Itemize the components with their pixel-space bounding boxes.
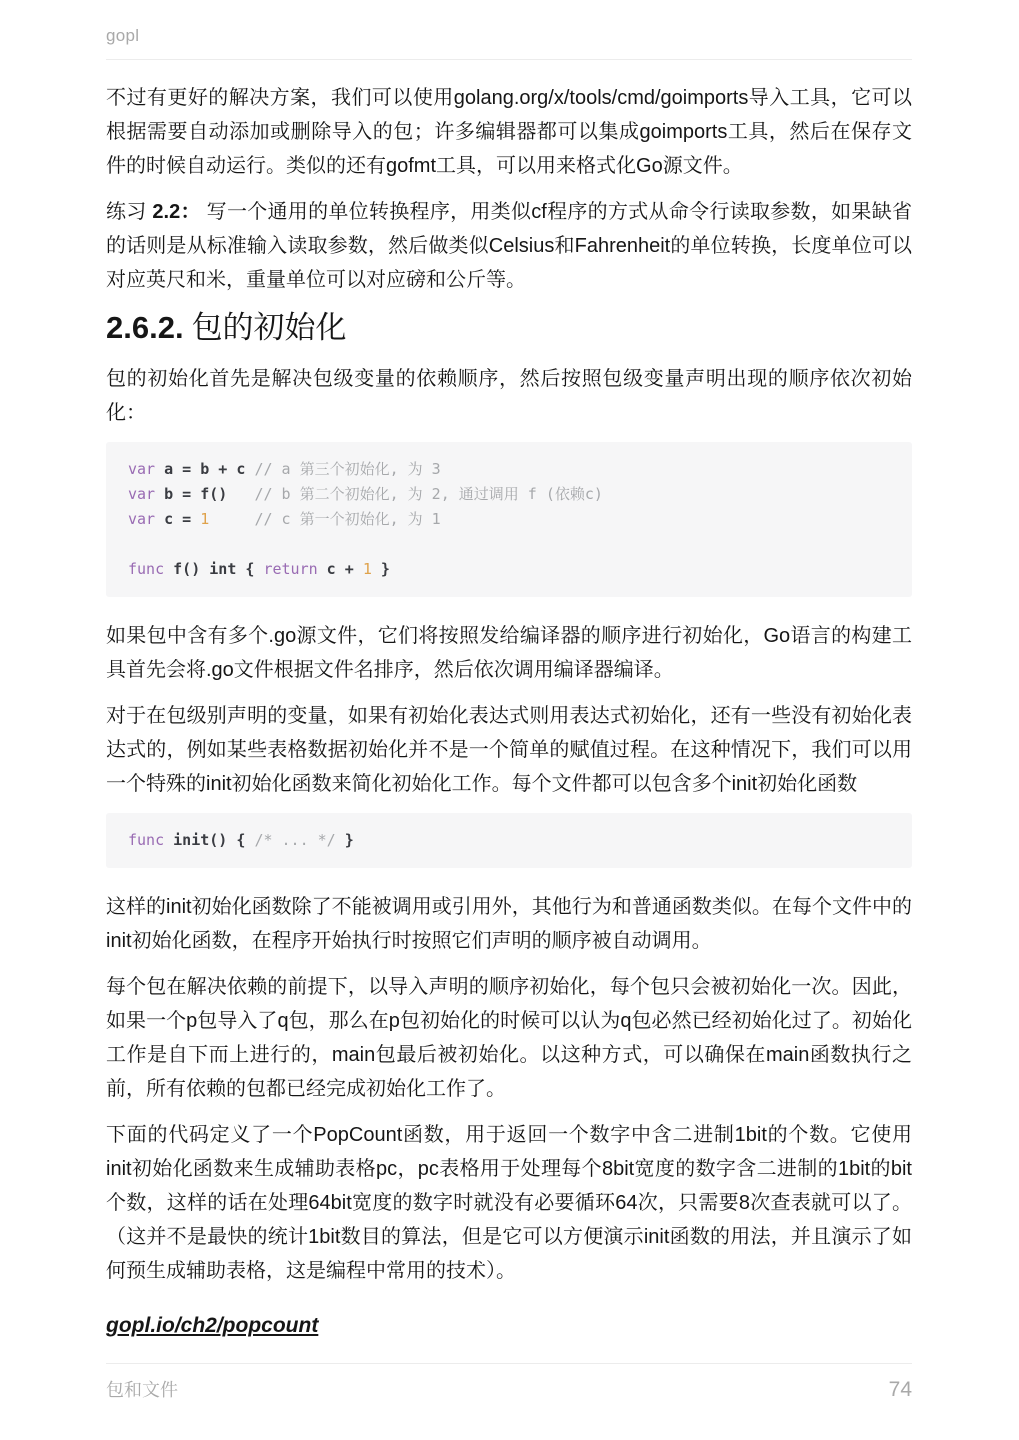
paragraph-go-files-order: 如果包中含有多个.go源文件，它们将按照发给编译器的顺序进行初始化，Go语言的构建工具首先会将.go文件根据文件名排序，然后依次调用编译器编译。: [106, 625, 912, 681]
exercise-text: 写一个通用的单位转换程序，用类似cf程序的方式从命令行读取参数，如果缺省的话则是从标准输入读取参数，然后做类似Celsius和Fahrenheit的单位转换，长度单位可以对应英尺和米，重量单位可以对应磅和公斤等。: [106, 201, 912, 291]
exercise-label: 练习: [106, 201, 153, 223]
content: [106, 60, 912, 1338]
section-title: 包的初始化: [191, 310, 347, 345]
paragraph-exercise-2-2: [106, 195, 912, 297]
popcount-source-link[interactable]: gopl.io/ch2/popcount: [106, 1314, 319, 1337]
footer-page-number: 74: [888, 1378, 912, 1401]
section-heading: [106, 309, 912, 346]
paragraph-init-behavior: 这样的init初始化函数除了不能被调用或引用外，其他行为和普通函数类似。在每个文件中的init初始化函数，在程序开始执行时按照它们声明的顺序被自动调用。: [106, 896, 912, 952]
code-block-var-init: var a = b + c // a 第三个初始化, 为 3 var b = f() // b 第二个初始化, 为 2, 通过调用 f (依赖c) var c = 1 // c 第一个初始化, 为 1 func f() int { return c + 1 }: [106, 442, 912, 597]
paragraph-init-order: 包的初始化首先是解决包级变量的依赖顺序，然后按照包级变量声明出现的顺序依次初始化：: [106, 368, 912, 424]
page-header: [106, 0, 912, 60]
paragraph-package-vars: 对于在包级别声明的变量，如果有初始化表达式则用表达式初始化，还有一些没有初始化表达式的，例如某些表格数据初始化并不是一个简单的赋值过程。在这种情况下，我们可以用一个特殊的init初始化函数来简化初始化工作。每个文件都可以包含多个init初始化函数: [106, 705, 912, 795]
section-number: 2.6.2.: [106, 310, 184, 345]
exercise-separator: ：: [180, 201, 201, 223]
paragraph-goimports: 不过有更好的解决方案，我们可以使用golang.org/x/tools/cmd/goimports导入工具，它可以根据需要自动添加或删除导入的包；许多编辑器都可以集成goimports工具，然后在保存文件的时候自动运行。类似的还有gofmt工具，可以用来格式化Go源文件。: [106, 87, 912, 177]
footer-chapter-title: 包和文件: [106, 1380, 178, 1400]
site-brand: gopl: [106, 26, 140, 45]
paragraph-popcount: 下面的代码定义了一个PopCount函数，用于返回一个数字中含二进制1bit的个数。它使用init初始化函数来生成辅助表格pc，pc表格用于处理每个8bit宽度的数字含二进制的1bit的bit个数，这样的话在处理64bit宽度的数字时就没有必要循环64次，只需要8次查表就可以了。（这并不是最快的统计1bit数目的算法，但是它可以方便演示init函数的用法，并且演示了如何预生成辅助表格，这是编程中常用的技术）。: [106, 1124, 912, 1282]
paragraph-dependency-order: 每个包在解决依赖的前提下，以导入声明的顺序初始化，每个包只会被初始化一次。因此，如果一个p包导入了q包，那么在p包初始化的时候可以认为q包必然已经初始化过了。初始化工作是自下而上进行的，main包最后被初始化。以这种方式，可以确保在main函数执行之前，所有依赖的包都已经完成初始化工作了。: [106, 976, 912, 1100]
code-block-func-init: func init() { /* ... */ }: [106, 813, 912, 868]
page-footer: [106, 1363, 912, 1402]
exercise-number: 2.2: [152, 201, 181, 223]
